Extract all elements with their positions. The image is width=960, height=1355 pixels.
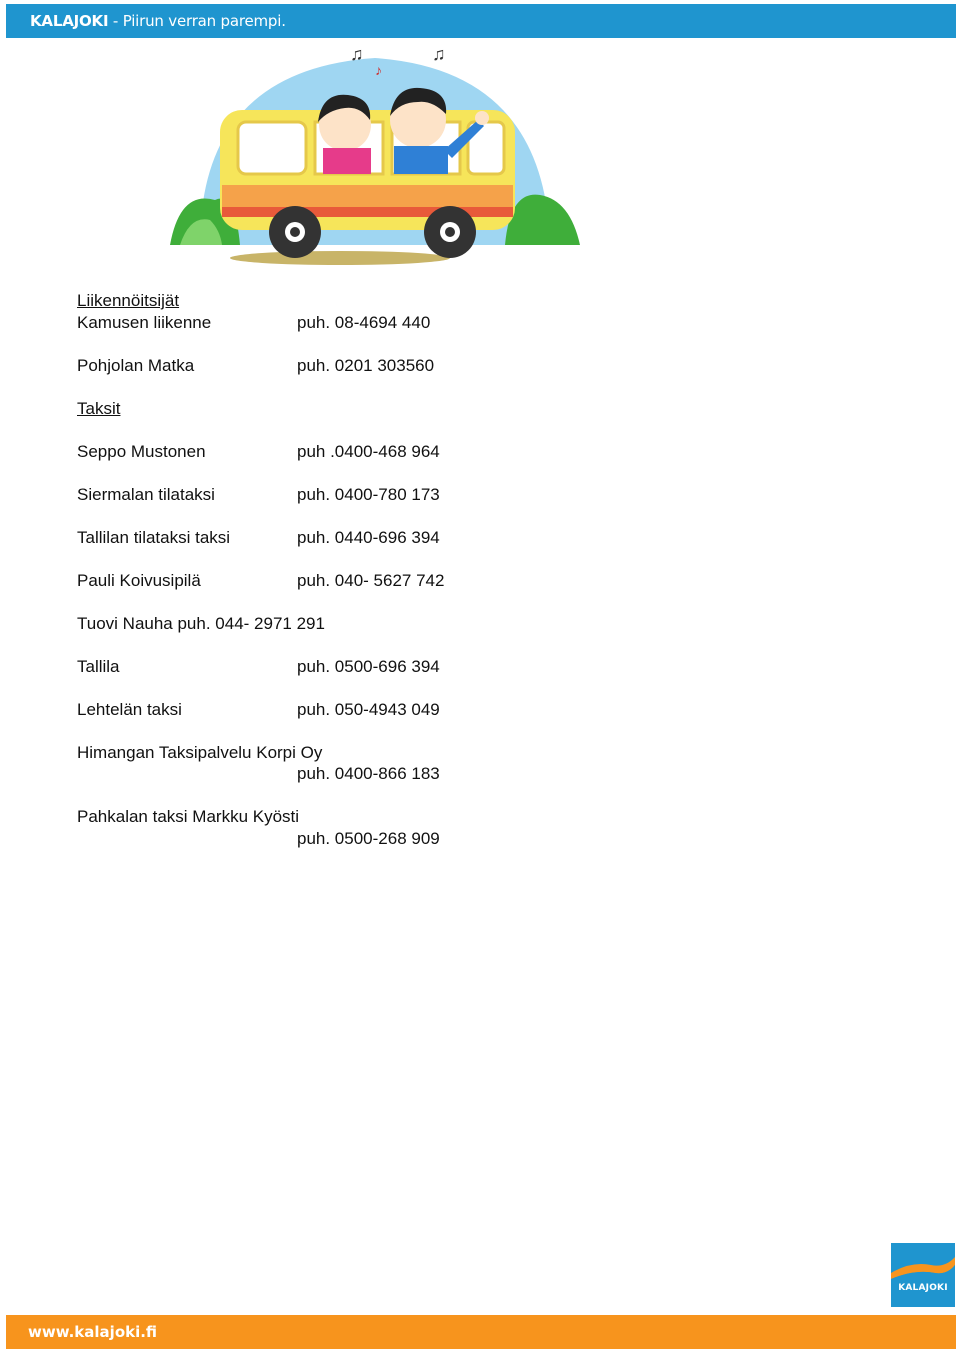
taxi-name: Himangan Taksipalvelu Korpi Oy (77, 742, 323, 762)
music-note-icon: ♫ (350, 44, 364, 64)
taxi-phone: puh. 0440-696 394 (297, 527, 440, 547)
logo-text: KALAJOKI (898, 1283, 948, 1293)
road (230, 251, 450, 265)
taxi-phone: puh. 0500-696 394 (297, 656, 440, 676)
taxi-name: Pahkalan taksi Markku Kyösti (77, 807, 300, 826)
bus-wheel-rear-center (445, 227, 455, 237)
operator-row (77, 355, 777, 377)
brand-slogan: - Piirun verran parempi. (108, 12, 286, 30)
child-boy-shirt (394, 146, 448, 174)
taxi-name: Tallilan tilataksi taksi (77, 527, 231, 547)
taxi-name: Pauli Koivusipilä (77, 570, 201, 590)
header-brand (30, 12, 286, 30)
taxi-name: Tallila (77, 656, 120, 676)
taxi-row (77, 484, 777, 506)
taxi-phone: puh. 050-4943 049 (297, 699, 440, 719)
operators-heading: Liikennöitsijät (77, 291, 180, 310)
operator-phone: puh. 0201 303560 (297, 355, 435, 375)
logo-wave-icon (891, 1243, 955, 1307)
taxi-name: Lehtelän taksi (77, 699, 182, 719)
taxi-name: Siermalan tilataksi (77, 484, 215, 504)
taxi-phone: puh. 040- 5627 742 (297, 570, 445, 590)
taxi-phone: puh .0400-468 964 (297, 441, 440, 461)
taxi-row (77, 527, 777, 549)
contact-list (77, 290, 777, 849)
taxi-phone: puh. 0400-866 183 (297, 764, 440, 783)
footer-url[interactable]: www.kalajoki.fi (28, 1323, 158, 1341)
operator-name: Pohjolan Matka (77, 355, 195, 375)
operator-phone: puh. 08-4694 440 (297, 312, 431, 332)
kalajoki-logo (891, 1243, 955, 1307)
taxi-single-line: Tuovi Nauha puh. 044- 2971 291 (77, 613, 325, 633)
taxi-row (77, 656, 777, 678)
taxi-name: Seppo Mustonen (77, 441, 206, 461)
taxi-phone: puh. 0400-780 173 (297, 484, 440, 504)
operator-row (77, 312, 777, 334)
taxis-heading: Taksit (77, 398, 121, 418)
taxi-row (77, 699, 777, 721)
child-girl-shirt (323, 148, 371, 174)
bus-with-children-illustration (160, 40, 590, 275)
footer-bar (6, 1315, 956, 1349)
bus-window-1 (238, 122, 306, 174)
bus-wheel-front-center (290, 227, 300, 237)
music-note-icon-3: ♪ (375, 62, 382, 78)
bus-stripe-orange (222, 185, 513, 207)
header-bar (6, 4, 956, 38)
child-boy-hand (475, 111, 489, 125)
brand-name: KALAJOKI (30, 12, 109, 30)
taxi-row (77, 441, 777, 463)
taxi-phone: puh. 0500-268 909 (297, 828, 440, 848)
operator-name: Kamusen liikenne (77, 312, 212, 332)
taxi-row (77, 570, 777, 592)
music-note-icon-2: ♫ (432, 44, 446, 64)
